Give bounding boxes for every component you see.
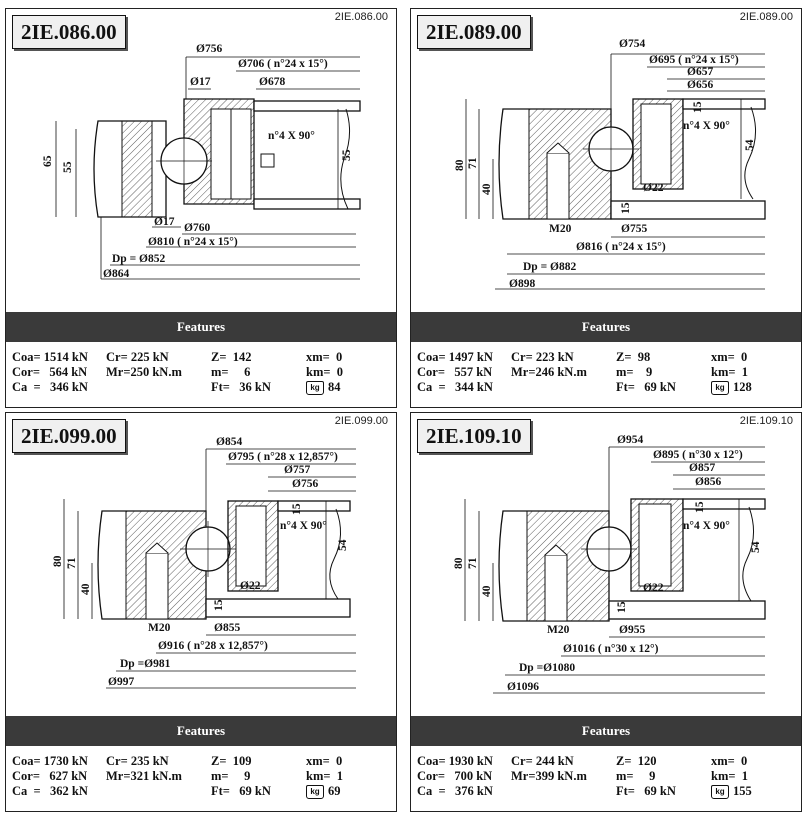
dim-bottom-4: Dp =Ø1080 [519,662,576,674]
spec-km: km= 1 [711,769,748,783]
spec-table [411,342,801,408]
spec-z: Z= 120 [616,754,657,768]
spec-cor: Cor= 627 kN [12,769,88,783]
dim-bottom-5: Ø1096 [507,681,539,693]
spec-ft: Ft= 69 kN [616,380,676,394]
dim-bottom-2: Ø810 ( n°24 x 15°) [148,236,238,248]
dim-left-0: 80 [52,555,64,567]
outer-ring-bore [122,121,152,217]
weight [711,784,752,799]
product-panel-2ie-089 [410,8,802,408]
dim-bottom-4: Ø864 [103,268,130,280]
dim-left-1: 71 [467,557,479,569]
holes-label: n°4 X 90° [280,520,327,532]
weight-value: 155 [733,784,752,798]
dim-left-1: 55 [62,161,74,173]
bolt-hole [547,153,569,219]
spec-cor: Cor= 700 kN [417,769,493,783]
dim-top-1: Ø706 ( n°24 x 15°) [238,58,328,70]
weight [711,380,752,395]
spec-coa: Coa= 1730 kN [12,754,88,768]
spec-coa: Coa= 1497 kN [417,350,493,364]
weight-icon: kg [711,381,729,395]
spec-m: m= 9 [211,769,251,783]
dim-bottom-3: Ø1016 ( n°30 x 12°) [563,643,659,655]
weight-value: 128 [733,380,752,394]
spec-km: km= 1 [711,365,748,379]
dim-bottom-0: Ø22 [643,182,664,194]
product-code-small: 2IE.099.00 [334,415,388,427]
weight-icon: kg [306,381,324,395]
product-code-small: 2IE.089.00 [739,11,793,23]
spec-xm: xm= 0 [711,350,748,364]
features-header: Features [6,716,396,746]
spec-cr: Cr= 244 kN [511,754,574,768]
technical-drawing [6,9,397,319]
dim-left-0: 80 [453,557,465,569]
product-code-small: 2IE.109.10 [739,415,793,427]
spec-mr: Mr=321 kN.m [106,769,182,783]
dim-top-3: Ø678 [259,76,286,88]
features-header: Features [411,716,801,746]
dim-top-3: Ø656 [687,79,714,91]
dim-right: 55 [341,149,353,161]
product-code-title: 2IE.089.00 [417,15,531,49]
dim-top-1: Ø695 ( n°24 x 15°) [649,54,739,66]
dim-top-0: Ø954 [617,434,644,446]
spec-mr: Mr=250 kN.m [106,365,182,379]
dim-bottom-0: Ø17 [154,216,175,228]
spec-xm: xm= 0 [306,350,343,364]
dim-bottom-3: Ø916 ( n°28 x 12,857°) [158,640,268,652]
dim-inner-0: 15 [291,503,303,515]
weight-value: 69 [328,784,341,798]
spec-table [6,342,396,408]
spec-ca: Ca = 344 kN [417,380,493,394]
spec-ca: Ca = 362 kN [12,784,88,798]
spec-km: km= 0 [306,365,343,379]
dim-left-1: 71 [467,157,479,169]
spec-m: m= 6 [211,365,251,379]
spec-cor: Cor= 564 kN [12,365,88,379]
spec-coa: Coa= 1930 kN [417,754,493,768]
dim-top-3: Ø756 [292,478,319,490]
dim-left-2: 40 [481,183,493,195]
spec-m: m= 9 [616,769,656,783]
spec-table [411,746,801,812]
dim-top-0: Ø754 [619,38,646,50]
dim-top-0: Ø854 [216,436,243,448]
dim-right: 54 [337,539,349,551]
spec-mr: Mr=399 kN.m [511,769,587,783]
dim-inner-1: 15 [620,202,632,214]
bolt-hole [146,553,168,619]
dim-top-0: Ø756 [196,43,223,55]
dim-top-2: Ø857 [689,462,716,474]
dim-right: 54 [750,541,762,553]
spec-xm: xm= 0 [711,754,748,768]
spec-z: Z= 109 [211,754,252,768]
spec-mr: Mr=246 kN.m [511,365,587,379]
dim-bottom-1: M20 [549,223,572,235]
spec-ca: Ca = 346 kN [12,380,88,394]
dim-bottom-4: Dp = Ø882 [523,261,577,273]
dim-bottom-2: Ø955 [619,624,646,636]
technical-drawing [6,413,397,723]
spec-cr: Cr= 225 kN [106,350,169,364]
spec-km: km= 1 [306,769,343,783]
dim-bottom-1: Ø760 [184,222,211,234]
dim-bottom-2: Ø755 [621,223,648,235]
spec-coa: Coa= 1514 kN [12,350,88,364]
dim-top-3: Ø856 [695,476,722,488]
spec-z: Z= 98 [616,350,651,364]
product-panel-2ie-099 [5,412,397,812]
dim-left-2: 40 [80,583,92,595]
dim-bottom-0: Ø22 [643,582,664,594]
dim-inner-1: 15 [616,601,628,613]
dim-bottom-5: Ø997 [108,676,135,688]
spec-ft: Ft= 69 kN [616,784,676,798]
features-header: Features [6,312,396,342]
dim-bottom-5: Ø898 [509,278,536,290]
spec-ft: Ft= 69 kN [211,784,271,798]
spec-m: m= 9 [616,365,653,379]
dim-bottom-3: Dp = Ø852 [112,253,166,265]
dim-inner-0: 15 [694,501,706,513]
weight-value: 84 [328,380,341,394]
holes-label: n°4 X 90° [268,130,315,142]
dim-bottom-1: M20 [148,622,171,634]
spec-z: Z= 142 [211,350,252,364]
weight [306,784,341,799]
spec-ca: Ca = 376 kN [417,784,493,798]
dim-bottom-1: M20 [547,624,570,636]
spec-cr: Cr= 235 kN [106,754,169,768]
dim-top-2: Ø17 [190,76,211,88]
dim-left-2: 40 [481,585,493,597]
holes-label: n°4 X 90° [683,520,730,532]
product-code-title: 2IE.086.00 [12,15,126,49]
features-header: Features [411,312,801,342]
dim-inner-1: 15 [213,599,225,611]
dim-left-0: 65 [42,155,54,167]
technical-drawing [411,9,802,319]
weight-icon: kg [306,785,324,799]
spec-table [6,746,396,812]
dim-bottom-0: Ø22 [240,580,261,592]
product-panel-2ie-109 [410,412,802,812]
spec-cr: Cr= 223 kN [511,350,574,364]
dim-bottom-3: Ø816 ( n°24 x 15°) [576,241,666,253]
dim-bottom-2: Ø855 [214,622,241,634]
spec-cor: Cor= 557 kN [417,365,493,379]
dim-top-2: Ø657 [687,66,714,78]
dim-left-0: 80 [454,159,466,171]
dim-top-2: Ø757 [284,464,311,476]
bolt-hole [545,555,567,621]
spec-ft: Ft= 36 kN [211,380,271,394]
dim-bottom-4: Dp =Ø981 [120,658,171,670]
dim-right: 54 [744,139,756,151]
holes-label: n°4 X 90° [683,120,730,132]
dim-left-1: 71 [66,557,78,569]
product-code-small: 2IE.086.00 [334,11,388,23]
spec-xm: xm= 0 [306,754,343,768]
product-code-title: 2IE.109.10 [417,419,531,453]
technical-drawing [411,413,802,723]
product-code-title: 2IE.099.00 [12,419,126,453]
dim-top-1: Ø795 ( n°28 x 12,857°) [228,451,338,463]
weight [306,380,341,395]
dim-inner-0: 15 [692,101,704,113]
dim-top-1: Ø895 ( n°30 x 12°) [653,449,743,461]
weight-icon: kg [711,785,729,799]
product-panel-2ie-086 [5,8,397,408]
